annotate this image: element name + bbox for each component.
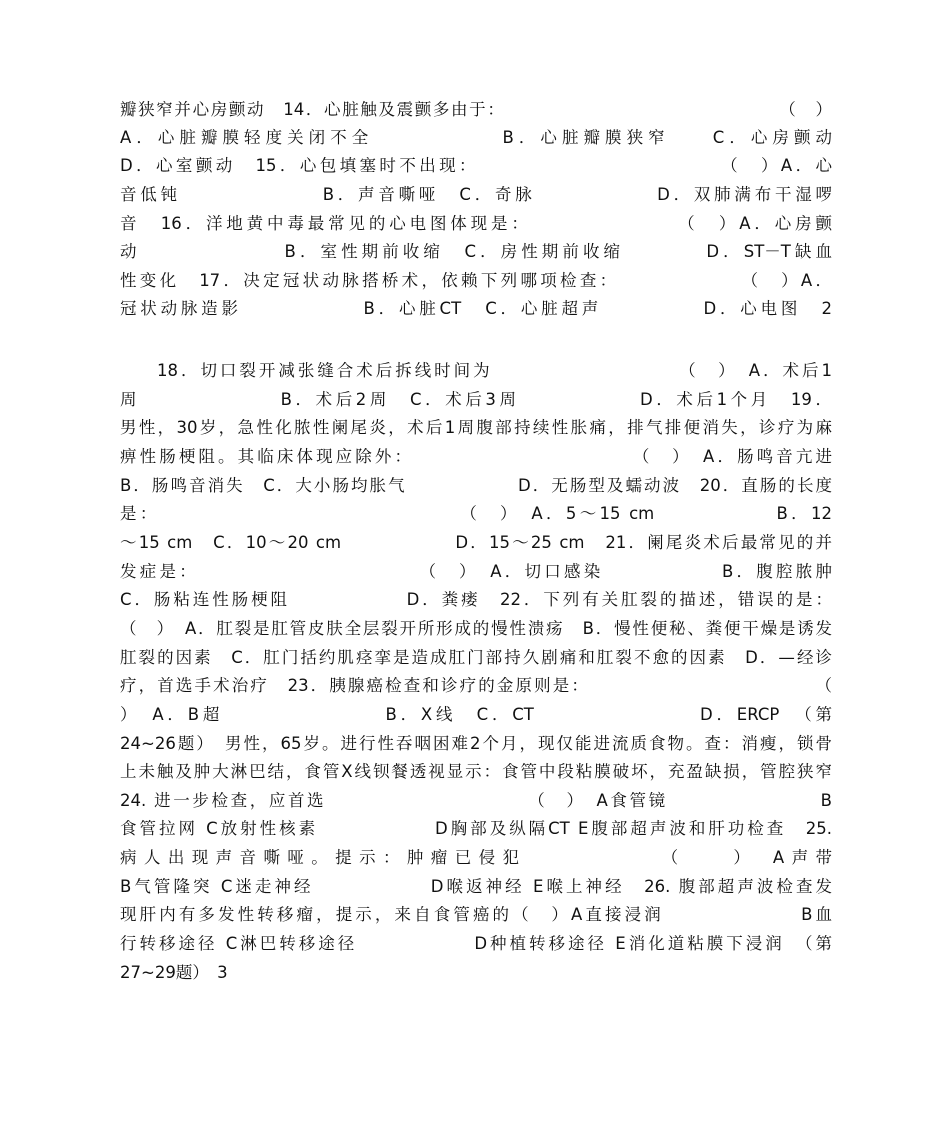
text-line: 现肝内有多发性转移瘤，提示，来自食管癌的（ ）A直接浸润 B血	[120, 905, 832, 924]
text-line: 上未触及肿大淋巴结，食管X线钡餐透视显示：食管中段粘膜破坏，充盈缺损，管腔狭窄	[120, 762, 832, 781]
text-line: 24. 进一步检查，应首选 （ ） A食管镜 B	[120, 791, 832, 810]
text-line: 痹性肠梗阻。其临床体现应除外： （ ） A．肠鸣音亢进	[120, 447, 832, 466]
text-line: 食管拉网 C放射性核素 D胸部及纵隔CT E腹部超声波和肝功检查 25.	[120, 819, 832, 838]
text-line: 病人出现声音嘶哑。提示：肿瘤已侵犯 （ ） A声带	[120, 848, 832, 867]
text-line: B气管隆突 C迷走神经 D喉返神经 E喉上神经 26. 腹部超声波检查发	[120, 877, 832, 896]
text-line: 音低钝 B．声音嘶哑 C．奇脉 D．双肺满布干湿啰	[120, 185, 832, 204]
text-line: （ ） A．肛裂是肛管皮肤全层裂开所形成的慢性溃疡 B．慢性便秘、粪便干燥是诱发	[120, 619, 832, 638]
text-line: 瓣狭窄并心房颤动 14．心脏触及震颤多由于： （ ）	[120, 100, 832, 119]
text-line: 疗，首选手术治疗 23．胰腺癌检查和诊疗的金原则是： （	[120, 676, 832, 695]
text-line: 周 B．术后2周 C．术后3周 D．术后1个月 19．	[120, 390, 832, 409]
text-line: ～15 cm C．10～20 cm D．15～25 cm 21．阑尾炎术后最常见的并	[120, 533, 832, 552]
text-line: A．心脏瓣膜轻度关闭不全 B．心脏瓣膜狭窄 C．心房颤动	[120, 128, 832, 147]
text-line: 24~26题） 男性，65岁。进行性吞咽困难2个月，现仅能进流质食物。查：消瘦，锁骨	[120, 734, 832, 753]
text-line: 是： （ ） A．5～15 cm B．12	[120, 504, 832, 523]
text-line: 性变化 17．决定冠状动脉搭桥术，依赖下列哪项检查： （ ）A．	[120, 271, 832, 290]
text-line-last: 27~29题） 3	[120, 963, 228, 982]
text-line: C．肠粘连性肠梗阻 D．粪瘘 22．下列有关肛裂的描述，错误的是：	[120, 590, 832, 609]
text-line: 男性，30岁，急性化脓性阑尾炎，术后1周腹部持续性胀痛，排气排便消失，诊疗为麻	[120, 418, 832, 437]
text-line: 发症是： （ ） A．切口感染 B．腹腔脓肿	[120, 562, 832, 581]
text-line: 18．切口裂开减张缝合术后拆线时间为 （ ） A．术后1	[157, 361, 832, 380]
text-line: 冠状动脉造影 B．心脏CT C．心脏超声 D．心电图 2	[120, 299, 832, 318]
text-line: B．肠鸣音消失 C．大小肠均胀气 D．无肠型及蠕动波 20．直肠的长度	[120, 476, 832, 495]
text-line: D．心室颤动 15．心包填塞时不出现： （ ）A．心	[120, 156, 832, 175]
text-line: 肛裂的因素 C．肛门括约肌痉挛是造成肛门部持久剧痛和肛裂不愈的因素 D．—经诊	[120, 648, 832, 667]
text-line: 行转移途径 C淋巴转移途径 D种植转移途径 E消化道粘膜下浸润 （第	[120, 934, 832, 953]
text-line: 动 B．室性期前收缩 C．房性期前收缩 D．ST－T缺血	[120, 242, 832, 261]
text-line: ） A．B超 B．X线 C．CT D．ERCP （第	[120, 705, 832, 724]
text-line: 音 16．洋地黄中毒最常见的心电图体现是： （ ）A．心房颤	[120, 214, 832, 233]
